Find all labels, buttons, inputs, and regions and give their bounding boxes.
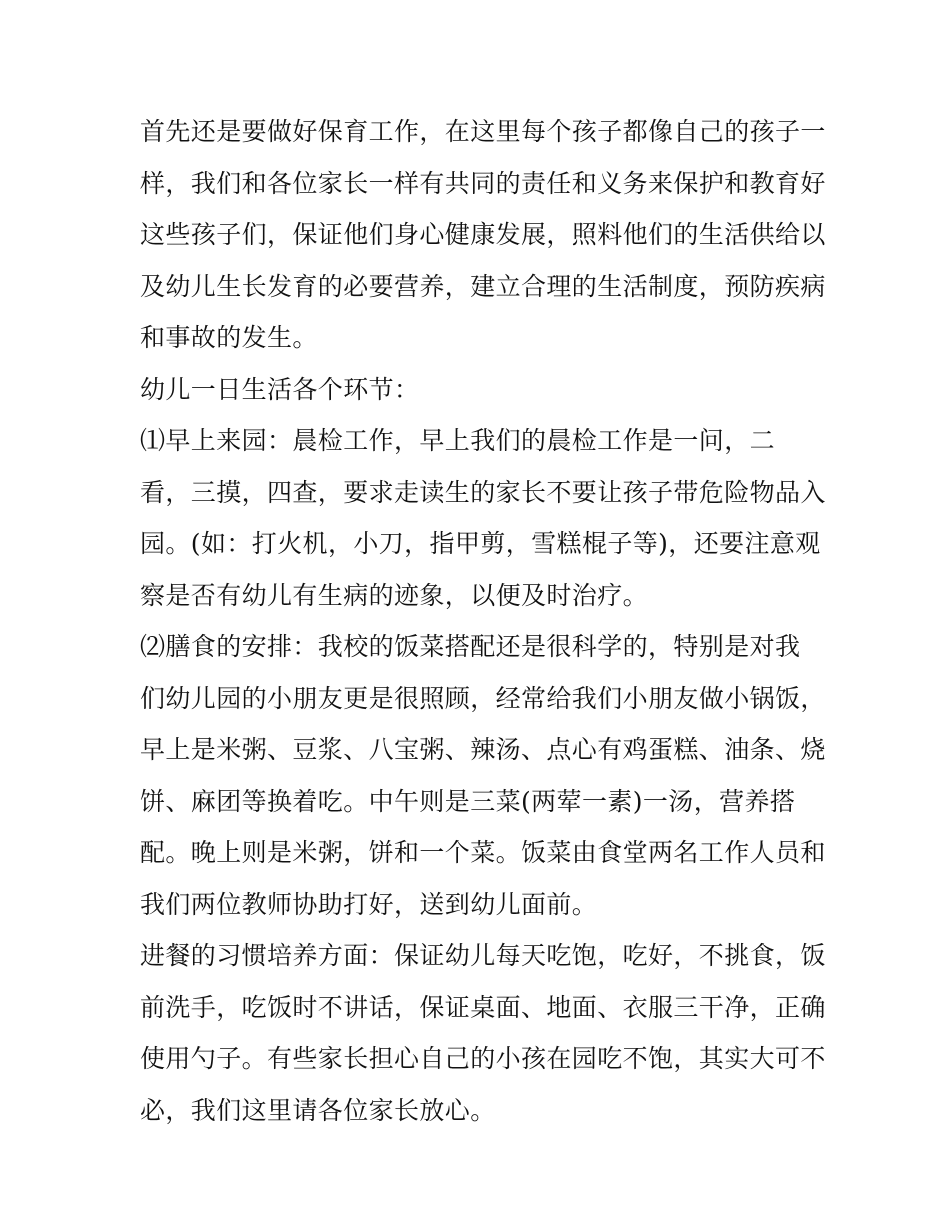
text-line: 这些孩子们，保证他们身心健康发展，照料他们的生活供给以 xyxy=(140,220,826,249)
text-line: 和事故的发生。 xyxy=(140,323,318,352)
text-line: 必，我们这里请各位家长放心。 xyxy=(140,1095,496,1125)
text-line: 饼、麻团等换着吃。中午则是三菜(两荤一素)一汤，营养搭 xyxy=(140,786,796,816)
text-line: 园。(如：打火机，小刀，指甲剪，雪糕棍子等)，还要注意观 xyxy=(140,529,821,558)
text-line: 看，三摸，四查，要求走读生的家长不要让孩子带危险物品入 xyxy=(140,477,826,507)
text-line: 配。晚上则是米粥，饼和一个菜。饭菜由食堂两名工作人员和 xyxy=(140,838,826,867)
text-line: ⑴早上来园：晨检工作，早上我们的晨检工作是一问，二 xyxy=(140,426,776,455)
text-line: 前洗手，吃饭时不讲话，保证桌面、地面、衣服三干净，正确 xyxy=(140,992,826,1022)
text-line: 早上是米粥、豆浆、八宝粥、辣汤、点心有鸡蛋糕、油条、烧 xyxy=(140,735,826,764)
text-line: 首先还是要做好保育工作，在这里每个孩子都像自己的孩子一 xyxy=(140,117,826,146)
text-line: 使用勺子。有些家长担心自己的小孩在园吃不饱，其实大可不 xyxy=(140,1044,826,1073)
text-line: ⑵膳食的安排：我校的饭菜搭配还是很科学的，特别是对我 xyxy=(140,632,801,661)
text-line: 们幼儿园的小朋友更是很照顾，经常给我们小朋友做小锅饭， xyxy=(140,683,826,713)
text-line: 样，我们和各位家长一样有共同的责任和义务来保护和教育好 xyxy=(140,168,826,198)
text-line: 察是否有幼儿有生病的迹象，以便及时治疗。 xyxy=(140,580,649,610)
section-heading: 幼儿一日生活各个环节： xyxy=(140,374,420,404)
document-body xyxy=(140,106,826,1136)
text-line: 及幼儿生长发育的必要营养，建立合理的生活制度，预防疾病 xyxy=(140,271,826,301)
text-line: 进餐的习惯培养方面：保证幼儿每天吃饱，吃好，不挑食，饭 xyxy=(140,941,826,970)
text-line: 我们两位教师协助打好，送到幼儿面前。 xyxy=(140,889,598,919)
